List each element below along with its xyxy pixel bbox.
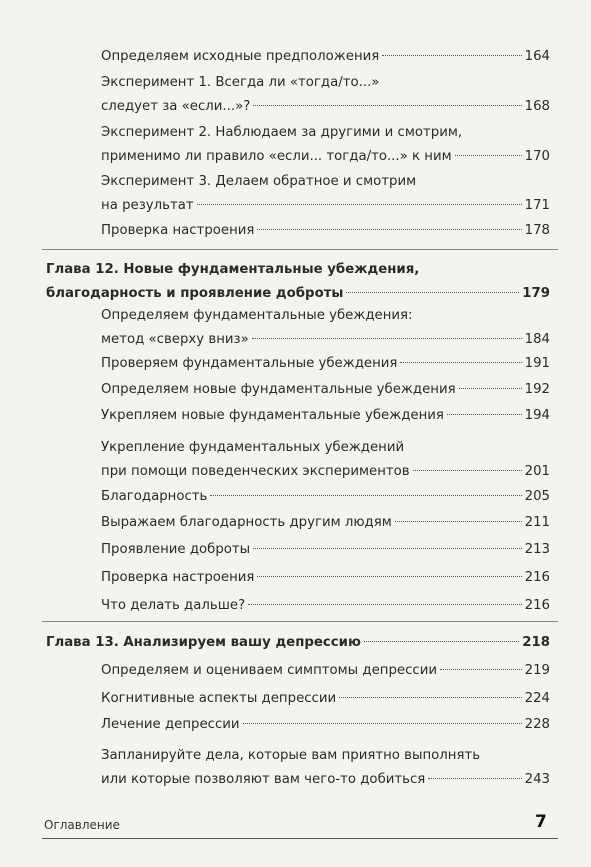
dot-leader — [413, 470, 522, 471]
toc-entry-title: следует за «если...»? — [101, 99, 251, 114]
toc-page-number: 194 — [524, 408, 550, 423]
toc-line — [101, 687, 550, 711]
toc-page-number: 191 — [524, 356, 550, 371]
toc-entry-title: Проверка настроения — [101, 223, 255, 238]
dot-leader — [257, 576, 521, 577]
toc-line — [101, 71, 550, 95]
toc-entry-title: Проверяем фундаментальные убеждения — [101, 356, 398, 371]
toc-chapter — [46, 258, 550, 306]
toc-entry-title: Запланируйте дела, которые вам приятно выполнять — [101, 748, 481, 763]
page-number: 7 — [535, 812, 547, 832]
toc-entry — [101, 219, 550, 243]
dot-leader — [257, 229, 521, 230]
toc-page-number: 205 — [524, 489, 550, 504]
toc-entry-title: Эксперимент 1. Всегда ли «тогда/то...» — [101, 75, 380, 90]
dot-leader — [253, 105, 521, 106]
toc-entry — [101, 121, 550, 169]
toc-line — [46, 258, 550, 282]
toc-line — [101, 404, 550, 428]
toc-entry-title: при помощи поведенческих экспериментов — [101, 464, 410, 479]
toc-line — [101, 485, 550, 509]
dot-leader — [447, 414, 522, 415]
toc-entry-title: применимо ли правило «если... тогда/то...» к ним — [101, 149, 452, 164]
toc-entry-title: Эксперимент 3. Делаем обратное и смотрим — [101, 174, 417, 189]
toc-page-number: 192 — [524, 382, 550, 397]
toc-entry-title: метод «сверху вниз» — [101, 332, 249, 347]
toc-line — [101, 538, 550, 562]
dot-leader — [197, 204, 522, 205]
toc-line — [46, 631, 550, 655]
toc-entry-title: Проверка настроения — [101, 570, 255, 585]
toc-entry — [101, 511, 550, 535]
toc-entry — [101, 538, 550, 562]
toc-entry — [101, 485, 550, 509]
toc-line — [101, 378, 550, 402]
section-divider — [42, 621, 558, 622]
toc-page-number: 228 — [524, 717, 550, 732]
toc-line — [101, 511, 550, 535]
footer-rule — [42, 838, 558, 839]
toc-line — [101, 95, 550, 119]
toc-page-number: 224 — [524, 691, 550, 706]
toc-entry — [101, 594, 550, 618]
dot-leader — [364, 641, 519, 642]
dot-leader — [248, 604, 521, 605]
dot-leader — [395, 521, 522, 522]
toc-entry — [101, 566, 550, 590]
toc-entry-title: Что делать дальше? — [101, 598, 246, 613]
toc-entry-title: Глава 13. Анализируем вашу депрессию — [46, 635, 361, 650]
dot-leader — [440, 669, 522, 670]
toc-entry-title: Выражаем благодарность другим людям — [101, 515, 392, 530]
toc-entry-title: Определяем фундаментальные убеждения: — [101, 308, 413, 323]
toc-page-number: 171 — [524, 198, 550, 213]
toc-page-number: 170 — [524, 149, 550, 164]
toc-line — [101, 352, 550, 376]
toc-page-number: 178 — [524, 223, 550, 238]
toc-page-number: 164 — [524, 49, 550, 64]
dot-leader — [455, 155, 522, 156]
toc-entry — [101, 304, 550, 352]
toc-entry — [101, 436, 550, 484]
toc-entry-title: Определяем исходные предположения — [101, 49, 380, 64]
toc-line — [101, 566, 550, 590]
toc-line — [101, 194, 550, 218]
toc-page-number: 219 — [524, 663, 550, 678]
toc-entry-title: благодарность и проявление доброты — [46, 286, 344, 301]
toc-line — [101, 594, 550, 618]
footer-section-title: Оглавление — [44, 818, 120, 832]
toc-line — [101, 145, 550, 169]
toc-entry-title: Лечение депрессии — [101, 717, 240, 732]
toc-entry-title: или которые позволяют вам чего-то добиться — [101, 772, 426, 787]
toc-entry — [101, 45, 550, 69]
dot-leader — [252, 338, 522, 339]
toc-line — [101, 219, 550, 243]
toc-entry — [101, 170, 550, 218]
toc-line — [101, 304, 550, 328]
toc-page-number: 168 — [524, 99, 550, 114]
toc-line — [101, 744, 550, 768]
toc-page-number: 216 — [524, 570, 550, 585]
toc-line — [101, 170, 550, 194]
toc-page-number: 179 — [522, 286, 550, 301]
toc-entry-title: на результат — [101, 198, 194, 213]
toc-entry-title: Благодарность — [101, 489, 208, 504]
toc-page-number: 216 — [524, 598, 550, 613]
toc-line — [101, 328, 550, 352]
toc-line — [46, 282, 550, 306]
toc-entry-title: Эксперимент 2. Наблюдаем за другими и смотрим, — [101, 125, 463, 140]
toc-line — [101, 713, 550, 737]
dot-leader — [210, 495, 521, 496]
toc-entry — [101, 744, 550, 792]
dot-leader — [253, 548, 521, 549]
toc-entry-title: Глава 12. Новые фундаментальные убеждения, — [46, 262, 420, 277]
toc-page-number: 213 — [524, 542, 550, 557]
dot-leader — [400, 362, 521, 363]
dot-leader — [428, 778, 521, 779]
toc-entry-title: Проявление доброты — [101, 542, 251, 557]
dot-leader — [243, 723, 522, 724]
section-divider — [42, 249, 558, 250]
toc-page-number: 243 — [524, 772, 550, 787]
toc-entry — [101, 378, 550, 402]
toc-entry-title: Определяем и оцениваем симптомы депрессии — [101, 663, 437, 678]
toc-entry — [101, 71, 550, 119]
toc-entry-title: Укрепление фундаментальных убеждений — [101, 440, 405, 455]
toc-entry — [101, 687, 550, 711]
toc-line — [101, 45, 550, 69]
toc-entry-title: Определяем новые фундаментальные убеждения — [101, 382, 456, 397]
toc-entry — [101, 352, 550, 376]
toc-entry — [101, 404, 550, 428]
toc-page-number: 184 — [524, 332, 550, 347]
toc-entry-title: Когнитивные аспекты депрессии — [101, 691, 337, 706]
toc-entry-title: Укрепляем новые фундаментальные убеждения — [101, 408, 444, 423]
toc-line — [101, 436, 550, 460]
toc-entry — [101, 713, 550, 737]
dot-leader — [459, 388, 522, 389]
toc-line — [101, 460, 550, 484]
dot-leader — [339, 697, 521, 698]
toc-entry — [101, 659, 550, 683]
toc-line — [101, 768, 550, 792]
dot-leader — [382, 55, 521, 56]
toc-chapter — [46, 631, 550, 655]
toc-page-number: 218 — [522, 635, 550, 650]
toc-line — [101, 121, 550, 145]
dot-leader — [346, 292, 519, 293]
toc-page-number: 211 — [524, 515, 550, 530]
toc-line — [101, 659, 550, 683]
toc-page-number: 201 — [524, 464, 550, 479]
